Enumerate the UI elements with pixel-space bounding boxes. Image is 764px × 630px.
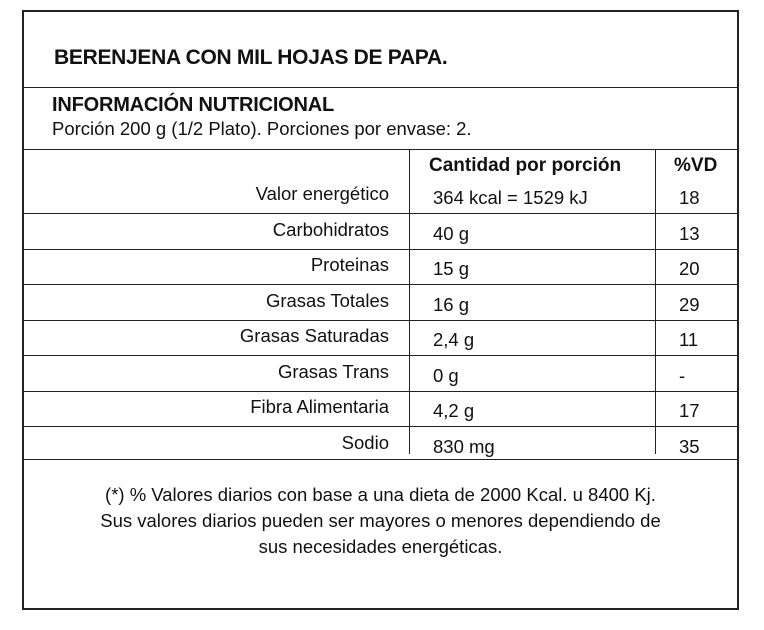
nutrient-name: Carbohidratos [272,218,389,240]
table-row [24,357,737,393]
nutrient-vd: 29 [679,293,700,315]
vd-header: %VD [674,155,718,176]
nutrient-amount: 40 g [433,222,470,244]
product-name: BERENJENA CON MIL HOJAS DE PAPA. [54,46,448,69]
nutrient-amount: 830 mg [433,435,495,457]
nutrient-amount: 16 g [433,293,470,315]
nutrient-amount: 2,4 g [433,329,475,350]
table-row [24,179,737,215]
nutrient-name: Grasas Trans [277,360,389,382]
nutrient-amount: 364 kcal = 1529 kJ [433,187,588,208]
table-row [24,392,737,428]
nutrient-vd: 18 [679,187,700,208]
divider [24,87,737,88]
amount-header: Cantidad por porción [429,155,622,176]
table-row [24,215,737,251]
divider [24,459,737,460]
nutrient-name: Proteinas [310,254,389,275]
nutrient-name: Fibra Alimentaria [250,396,389,417]
nutrient-name: Valor energético [255,183,389,204]
nutrient-name: Grasas Totales [265,289,389,311]
divider [24,149,737,150]
nutrient-name: Sodio [341,431,389,453]
table-row [24,286,737,322]
table-row [24,250,737,286]
nutrient-vd: 11 [679,329,699,350]
nutrient-vd: 35 [679,435,700,457]
nutrient-name: Grasas Saturadas [239,325,389,346]
nutrient-amount: 0 g [433,364,459,386]
footnote-line: Sus valores diarios pueden ser mayores o menores dependiendo de [100,510,661,531]
nutrient-vd: 17 [679,400,700,421]
footnote-line: sus necesidades energéticas. [258,536,503,557]
nutrient-vd: 13 [679,222,700,244]
nutrient-amount: 4,2 g [433,400,475,421]
nutrient-vd: 20 [679,258,700,279]
nutrition-info-title: INFORMACIÓN NUTRICIONAL [52,94,335,116]
nutrient-amount: 15 g [433,258,470,279]
table-row [24,321,737,357]
footnote [24,482,737,560]
nutrition-label [22,10,739,610]
portion-info: Porción 200 g (1/2 Plato). Porciones por envase: 2. [52,118,472,139]
nutrient-vd: - [679,364,686,386]
footnote-line: (*) % Valores diarios con base a una dieta de 2000 Kcal. u 8400 Kj. [105,484,656,505]
